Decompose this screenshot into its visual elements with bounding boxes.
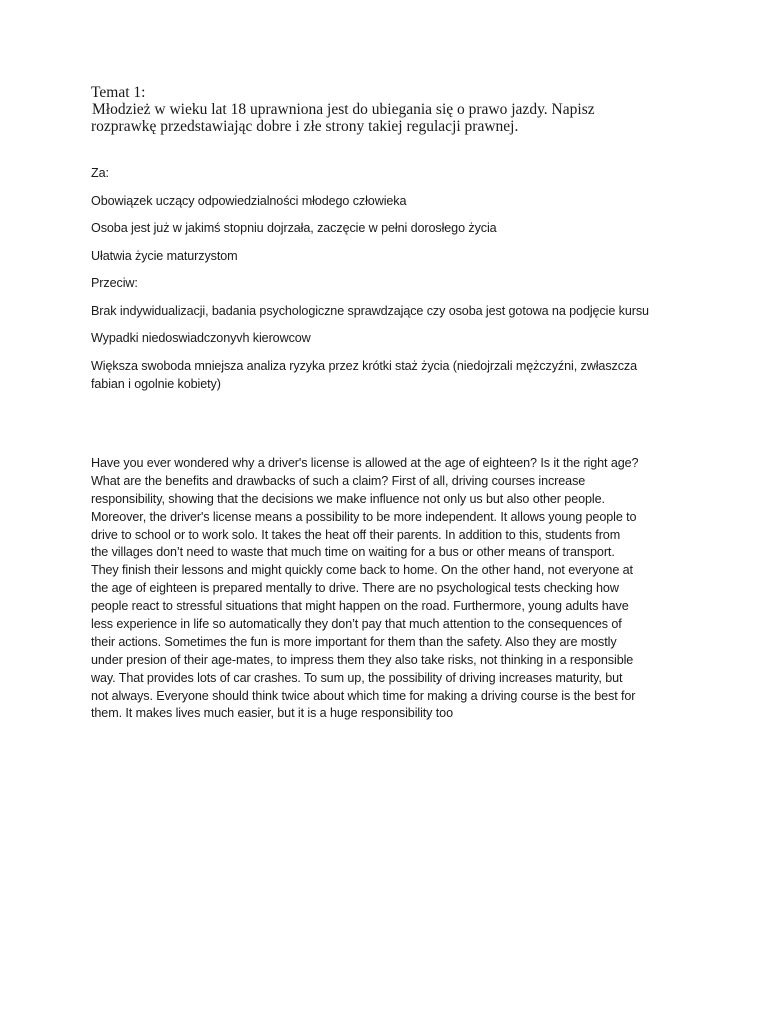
essay-line: people react to stressful situations that might happen on the road. Furthermore, young adults have xyxy=(91,599,629,614)
essay-line: drive to school or to work solo. It takes the heat off their parents. In addition to this, students from xyxy=(91,527,621,542)
pro-point: Obowiązek uczący odpowiedzialności młodego człowieka xyxy=(91,193,407,208)
essay-line: They finish their lessons and might quickly come back to home. On the other hand, not everyone at xyxy=(91,563,633,578)
essay-line: under presion of their age-mates, to impress them they also take risks, not thinking in a responsible xyxy=(91,652,634,667)
essay-line: the age of eighteen is prepared mentally to drive. There are no psychological tests checking how xyxy=(91,581,619,596)
essay-line: responsibility, showing that the decisions we make influence not only us but also other people. xyxy=(91,491,605,506)
essay-line: Have you ever wondered why a driver's license is allowed at the age of eighteen? Is it the right age? xyxy=(91,456,639,470)
essay-line: them. It makes lives much easier, but it is a huge responsibility too xyxy=(91,706,453,721)
con-point: Wypadki niedoswiadczonyvh kierowcow xyxy=(91,331,311,345)
topic-task-line: Młodzież w wieku lat 18 uprawniona jest do ubiegania się o prawo jazdy. Napisz xyxy=(92,101,595,118)
pros-label: Za: xyxy=(91,166,109,180)
topic-heading: Temat 1: xyxy=(91,84,146,101)
con-point-continued: fabian i ogolnie kobiety) xyxy=(91,376,221,391)
outline-notes xyxy=(91,164,691,402)
pro-point: Osoba jest już w jakimś stopniu dojrzała, zaczęcie w pełni dorosłego życia xyxy=(91,221,497,235)
essay-line: way. That provides lots of car crashes. To sum up, the possibility of driving increases maturity, but xyxy=(91,670,623,685)
essay-line: Moreover, the driver's license means a possibility to be more independent. It allows young people to xyxy=(91,509,637,524)
essay-line: less experience in life so automatically they don’t pay that much attention to the consequences of xyxy=(91,617,622,632)
topic-block xyxy=(91,84,691,135)
essay-line: their actions. Sometimes the fun is more important for them than the safety. Also they are mostly xyxy=(91,634,617,649)
essay-line: What are the benefits and drawbacks of such a claim? First of all, driving courses increase xyxy=(91,473,586,488)
topic-task-line: rozprawkę przedstawiając dobre i złe strony takiej regulacji prawnej. xyxy=(91,118,519,135)
con-point: Brak indywidualizacji, badania psychologiczne sprawdzające czy osoba jest gotowa na podjęcie kursu xyxy=(91,303,649,318)
cons-label: Przeciw: xyxy=(91,276,138,290)
con-point: Większa swoboda mniejsza analiza ryzyka przez krótki staż życia (niedojrzali mężczyźni, zwłaszcza xyxy=(91,358,638,373)
pro-point: Ułatwia życie maturzystom xyxy=(91,248,238,263)
essay-line: the villages don’t need to waste that much time on waiting for a bus or other means of transport. xyxy=(91,545,615,560)
essay-paragraph xyxy=(91,454,681,722)
essay-line: not always. Everyone should think twice about which time for making a driving course is the best for xyxy=(91,688,636,703)
